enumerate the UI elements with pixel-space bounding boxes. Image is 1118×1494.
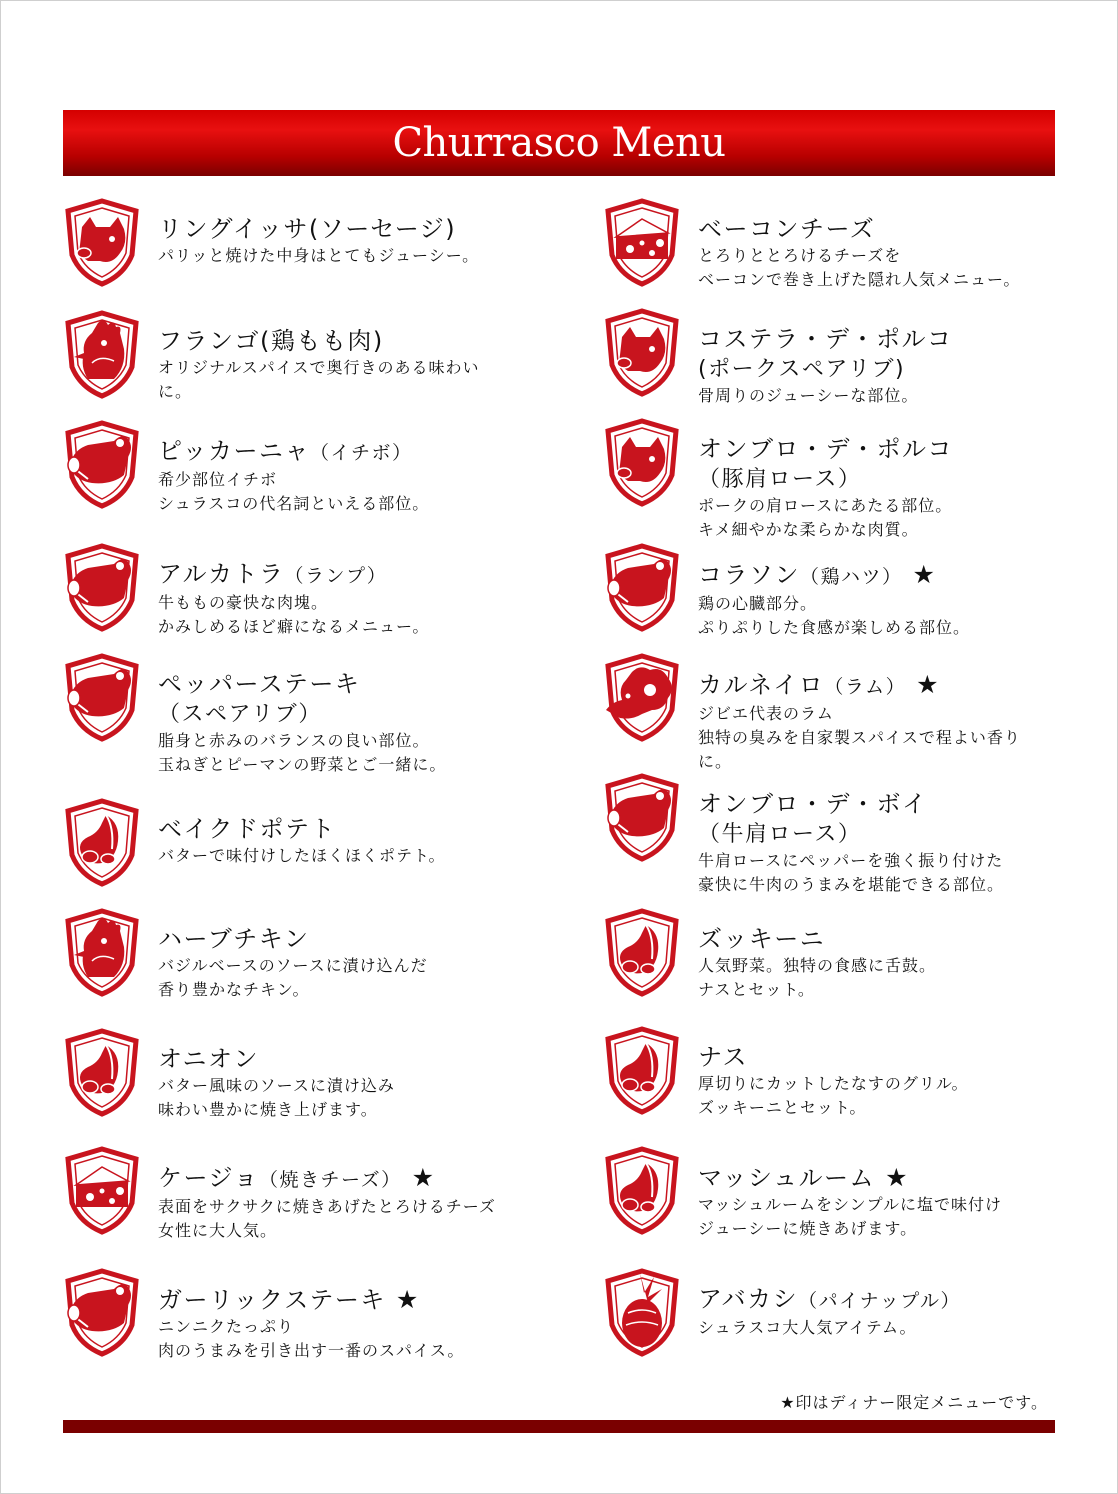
menu-item (158, 670, 628, 777)
menu-item-icon (62, 1267, 142, 1357)
vegetable-icon (602, 907, 682, 997)
menu-item (158, 327, 628, 404)
menu-item-description: 牛ももの豪快な肉塊。 かみしめるほど癖になるメニュー。 (158, 593, 430, 636)
menu-item-description: 鶏の心臓部分。 ぷりぷりした食感が楽しめる部位。 (698, 594, 971, 637)
menu-item-name (698, 560, 1118, 592)
menu-item-name (698, 215, 1118, 244)
menu-item (698, 670, 1118, 774)
chicken-icon (62, 907, 142, 997)
menu-item-icon (602, 1267, 682, 1357)
title-banner (63, 110, 1055, 176)
menu-item (698, 1163, 1118, 1241)
menu-item-title: ガーリックステーキ (158, 1286, 386, 1314)
menu-item-name (698, 925, 1118, 954)
menu-item-subtitle: （ラム） (824, 676, 907, 698)
menu-item-description: 脂身と赤みのバランスの良い部位。 玉ねぎとピーマンの野菜とご一緒に。 (158, 731, 447, 774)
menu-item-name (698, 670, 1118, 702)
menu-item-name (698, 1043, 1118, 1072)
menu-item-name (158, 670, 628, 729)
menu-item-subtitle: （牛肩ロース） (698, 822, 862, 847)
menu-item-icon (602, 417, 682, 507)
menu-item-title: オンブロ・デ・ボイ (698, 790, 928, 818)
menu-item-icon (62, 419, 142, 509)
menu-item-description: 骨周りのジューシーな部位。 (698, 386, 919, 405)
menu-item-icon (62, 197, 142, 287)
menu-item-subtitle: （鶏ハツ） (800, 566, 903, 588)
dinner-star-icon: ★ (885, 1163, 909, 1192)
menu-item-icon (62, 1027, 142, 1117)
menu-item-subtitle: （ランプ） (284, 565, 388, 587)
menu-item-description: ニンニクたっぷり 肉のうまみを引き出す一番のスパイス。 (158, 1317, 465, 1360)
menu-item-subtitle: (ポークスペアリブ) (698, 357, 906, 382)
menu-item-icon (602, 1145, 682, 1235)
menu-item-icon (62, 797, 142, 887)
menu-item-subtitle: （パイナップル） (798, 1290, 961, 1312)
menu-item-title: マッシュルーム (698, 1164, 876, 1192)
menu-item (158, 1285, 628, 1363)
cheese-icon (602, 197, 682, 287)
dinner-note: ★印はディナー限定メニューです。 (780, 1393, 1048, 1412)
menu-item-name (158, 215, 628, 244)
menu-item-description: 牛肩ロースにペッパーを強く振り付けた 豪快に牛肉のうまみを堪能できる部位。 (698, 851, 1005, 894)
footer-bar (63, 1420, 1055, 1433)
menu-item-name (698, 1285, 1118, 1316)
menu-item (158, 437, 628, 516)
menu-item-subtitle: （イチボ） (310, 442, 413, 464)
menu-item-icon (62, 542, 142, 632)
menu-item-name (158, 327, 628, 356)
dinner-star-icon: ★ (912, 560, 937, 589)
menu-item (158, 815, 628, 868)
menu-item-title: アルカトラ (158, 560, 285, 588)
menu-item-title: ズッキーニ (698, 925, 826, 953)
menu-item-title: ピッカーニャ (158, 437, 311, 465)
menu-item (158, 215, 628, 268)
menu-item-description: バジルベースのソースに漬け込んだ 香り豊かなチキン。 (158, 956, 428, 999)
cheese-icon (62, 1145, 142, 1235)
menu-item-description: マッシュルームをシンプルに塩で味付け ジューシーに焼きあげます。 (698, 1195, 1003, 1238)
cow-icon (602, 542, 682, 632)
menu-item (698, 435, 1118, 542)
cow-icon (62, 542, 142, 632)
menu-item (698, 215, 1118, 292)
menu-item-name (158, 560, 628, 591)
menu-item-name (698, 790, 1118, 849)
dinner-star-icon: ★ (916, 670, 941, 699)
pineapple-icon (602, 1267, 682, 1357)
menu-item-title: コステラ・デ・ポルコ (698, 325, 953, 353)
vegetable-icon (62, 1027, 142, 1117)
vegetable-icon (602, 1025, 682, 1115)
menu-item-title: ナス (698, 1043, 749, 1071)
menu-item-name (158, 1285, 628, 1315)
menu-item-icon (602, 1025, 682, 1115)
pig-icon (602, 307, 682, 397)
menu-item (158, 1045, 628, 1122)
menu-item-description: 希少部位イチボ シュラスコの代名詞といえる部位。 (158, 470, 430, 513)
page-title: Churrasco Menu (392, 120, 726, 166)
menu-item-description: 人気野菜。独特の食感に舌鼓。 ナスとセット。 (698, 956, 937, 999)
menu-item (698, 560, 1118, 640)
menu-item-name (158, 1045, 628, 1074)
menu-item (698, 325, 1118, 408)
menu-item-title: ベーコンチーズ (698, 215, 876, 243)
menu-item (158, 560, 628, 639)
menu-item-icon (602, 542, 682, 632)
menu-item-icon (62, 652, 142, 742)
menu-item-icon (602, 197, 682, 287)
menu-item-icon (602, 652, 682, 742)
menu-item-title: アバカシ (698, 1285, 799, 1313)
vegetable-icon (62, 797, 142, 887)
dinner-star-icon: ★ (395, 1285, 420, 1314)
menu-item-name (158, 437, 628, 468)
menu-item-title: ケージョ (158, 1164, 260, 1192)
menu-item-subtitle: （豚肩ロース） (698, 467, 862, 492)
cow-icon (62, 1267, 142, 1357)
menu-item-icon (602, 907, 682, 997)
menu-item-title: オンブロ・デ・ポルコ (698, 435, 953, 463)
menu-item-name (698, 1163, 1118, 1193)
menu-item-title: ベイクドポテト (158, 815, 337, 843)
cow-icon (62, 652, 142, 742)
menu-item (158, 925, 628, 1002)
menu-item-title: フランゴ(鶏もも肉) (158, 327, 384, 355)
menu-item-title: リングイッサ(ソーセージ) (158, 215, 457, 243)
menu-item (158, 1163, 628, 1243)
menu-item-description: とろりととろけるチーズを ベーコンで巻き上げた隠れ人気メニュー。 (698, 246, 1021, 289)
menu-item (698, 1285, 1118, 1340)
cow-icon (62, 419, 142, 509)
menu-item-description: 表面をサクサクに焼きあげたとろけるチーズ 女性に大人気。 (158, 1197, 496, 1240)
pig-icon (62, 197, 142, 287)
menu-item-description: ポークの肩ロースにあたる部位。 キメ細やかな柔らかな肉質。 (698, 496, 953, 539)
menu-item-title: カルネイロ (698, 671, 825, 699)
menu-item (698, 1043, 1118, 1120)
menu-item-name (698, 325, 1118, 384)
cow-icon (602, 772, 682, 862)
menu-item-name (158, 815, 628, 844)
vegetable-icon (602, 1145, 682, 1235)
menu-item-description: 厚切りにカットしたなすのグリル。 ズッキーニとセット。 (698, 1074, 969, 1117)
menu-item-icon (62, 309, 142, 399)
menu-item-name (698, 435, 1118, 494)
menu-item-icon (602, 772, 682, 862)
menu-item-icon (62, 907, 142, 997)
menu-item-description: バター風味のソースに漬け込み 味わい豊かに焼き上げます。 (158, 1076, 395, 1119)
lamb-icon (602, 652, 682, 742)
pig-icon (602, 417, 682, 507)
menu-item-description: バターで味付けしたほくほくポテト。 (158, 846, 446, 865)
menu-item-title: ペッパーステーキ (158, 670, 361, 698)
menu-item-name (158, 925, 628, 954)
menu-item-icon (62, 1145, 142, 1235)
menu-item-description: パリッと焼けた中身はとてもジューシー。 (158, 246, 480, 265)
menu-item-description: オリジナルスパイスで奥行きのある味わい に。 (158, 358, 480, 401)
chicken-icon (62, 309, 142, 399)
menu-item-title: オニオン (158, 1045, 260, 1073)
menu-item-description: ジビエ代表のラム 独特の臭みを自家製スパイスで程よい香り に。 (698, 704, 1021, 771)
menu-item (698, 925, 1118, 1002)
menu-item (698, 790, 1118, 897)
menu-item-name (158, 1163, 628, 1195)
menu-item-subtitle: （スペアリブ） (158, 702, 322, 727)
menu-item-title: コラソン (698, 561, 800, 589)
menu-item-subtitle: （焼きチーズ） (259, 1169, 402, 1191)
menu-item-title: ハーブチキン (158, 925, 310, 953)
menu-item-description: シュラスコ大人気アイテム。 (698, 1318, 917, 1337)
menu-item-icon (602, 307, 682, 397)
dinner-star-icon: ★ (411, 1163, 436, 1192)
